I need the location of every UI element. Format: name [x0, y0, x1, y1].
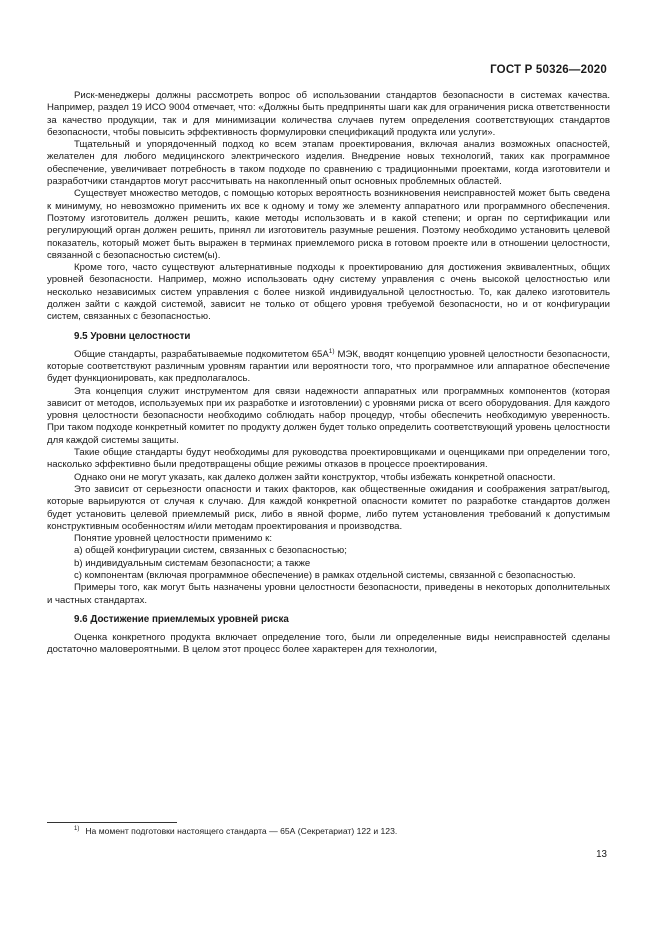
list-item: а) общей конфигурации систем, связанных с безопасностью;: [74, 545, 347, 557]
paragraph: Примеры того, как могут быть назначены уровни целостности безопасности, приведены в некоторых дополнительных и частных стандартах.: [47, 582, 610, 606]
paragraph: Понятие уровней целостности применимо к:: [74, 533, 273, 545]
paragraph: [47, 349, 610, 386]
footnote-reference: 1): [328, 347, 335, 355]
paragraph: Такие общие стандарты будут необходимы для руководства проектировщиками и оценщиками при определении того, насколько эффективно были предотвращены общие режимы отказов в процессе проектирования.: [47, 447, 610, 471]
paragraph: Риск-менеджеры должны рассмотреть вопрос об использовании стандартов безопасности в системах качества. Например, раздел 19 ИСО 9004 отмечает, что: «Должны быть предприняты шаги как для ограничения риска ответственности за качество продукции, так и для минимизации количества случаев путем определения соответствующих стандартов безопасности, чтобы повысить эффективность формулировки спецификаций продукта или услуги».: [47, 90, 610, 138]
paragraph: Эта концепция служит инструментом для связи надежности аппаратных или программных компонентов (которая зависит от методов, используемых при их разработке и изготовлении) с уровнями риска от всего оборудования. Для каждого уровня целостности безопасности необходимо соблюдать набор процедур, чтобы обеспечить необходимую уверенность. При таком подходе конкретный комитет по продукту должен будет только определить соответствующий уровень целостности для каждой системы защиты.: [47, 385, 610, 446]
footnote-text: На момент подготовки настоящего стандарта — 65А (Секретариат) 122 и 123.: [85, 826, 398, 836]
footnote: [74, 826, 397, 837]
paragraph: Однако они не могут указать, как далеко должен зайти конструктор, чтобы избежать конкретной опасности.: [74, 471, 556, 483]
footnote-marker: 1): [74, 826, 80, 833]
paragraph: Тщательный и упорядоченный подход ко всем этапам проектирования, включая анализ возможных опасностей, желателен для любого медицинского электрического изделия. Внедрение новых технологий, таких как программное обеспечение, увеличивает потребность в таком подходе по сравнению с традиционными проектами, когда изготовители и разработчики стандартов могут рассчитывать на накопленный опыт основных проблемных областей.: [47, 139, 610, 188]
list-item: b) индивидуальным системам безопасности; а также: [74, 557, 311, 569]
paragraph: Это зависит от серьезности опасности и таких факторов, как общественные ожидания и соображения затрат/выгод, которые варьируются от случая к случаю. Для каждой конкретной опасности комитет по разработке стандартов должен будет установить целевой приемлемый риск, либо в явной форме, либо путем установления требований к допустимым конструктивным особенностям и/или методам проектирования и производства.: [47, 483, 610, 532]
list-item: с) компонентам (включая программное обеспечение) в рамках отдельной системы, связанной с безопасностью.: [74, 569, 576, 581]
paragraph: Кроме того, часто существуют альтернативные подходы к проектированию для достижения эквивалентных, общих уровней безопасности. Например, можно использовать одну систему управления с очень высокой целостностью или несколько независимых систем управления с более низкой индивидуальной целостностью. То, как далеко изготовитель должен зайти с каждой системой, зависит не только от общего уровня требуемой безопасности, но и от конфигурации систем, связанных с безопасностью.: [47, 262, 610, 323]
section-heading-9-5: 9.5 Уровни целостности: [74, 330, 191, 342]
paragraph: Оценка конкретного продукта включает определение того, были ли определенные виды неисправностей сделаны достаточно маловероятными. В целом этот процесс более характерен для технологии,: [47, 631, 610, 656]
standard-code-header: ГОСТ Р 50326—2020: [490, 64, 607, 76]
paragraph-text: Общие стандарты, разрабатываемые подкомитетом 65А: [74, 348, 329, 360]
paragraph-text: МЭК, вводят концепцию уровней целостности безопасности, которые соответствуют различным уровням гарантии или вероятности того, что программное или аппаратное обеспечение будет функционировать, как предполагалось.: [47, 348, 610, 385]
footnote-divider: [47, 822, 177, 823]
page-number: 13: [596, 849, 607, 860]
paragraph: Существует множество методов, с помощью которых вероятность возникновения неисправностей может быть сведена к минимуму, но невозможно применить их все к одному и тому же элементу аппаратного или программного обеспечения. Поэтому изготовитель должен решить, какие методы использовать и в какой степени; и орган по сертификации или регулирующий орган должен решить, принял ли изготовитель разумные решения. Поэтому необходимо установить целевой показатель, который может быть выражен в терминах приемлемого риска в готовом проекте или в отношении целостности, связанной с безопасностью систем(ы).: [47, 188, 610, 261]
main-text: [47, 90, 610, 656]
section-heading-9-6: 9.6 Достижение приемлемых уровней риска: [74, 613, 289, 625]
